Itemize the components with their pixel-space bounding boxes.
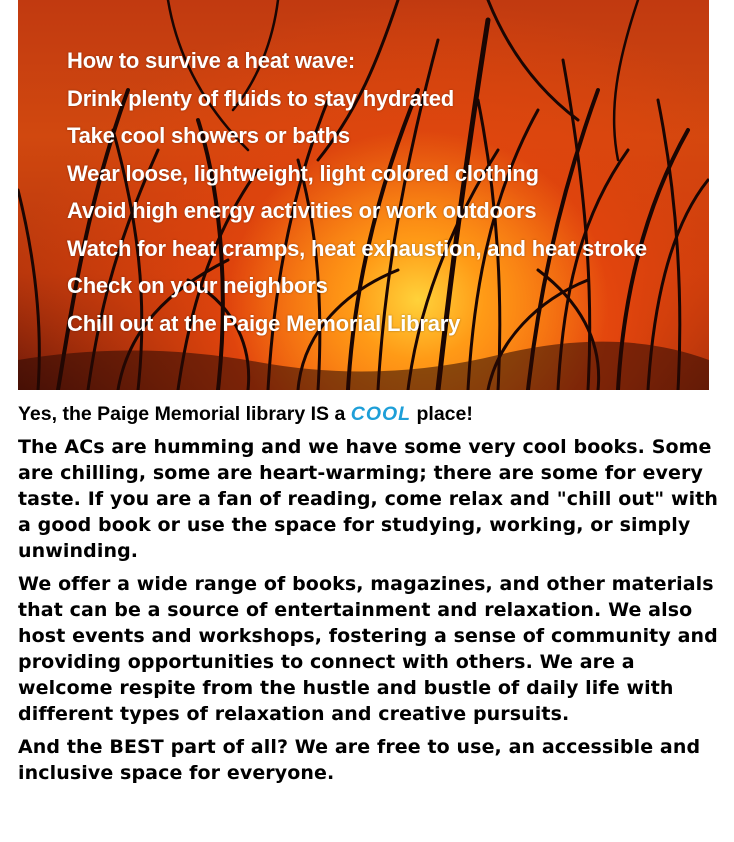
cool-word: COOL bbox=[350, 403, 412, 425]
article-body bbox=[18, 400, 718, 793]
heat-wave-tips-list bbox=[67, 42, 647, 342]
paragraph-best-part: And the BEST part of all? We are free to use, an accessible and inclusive space for everyone. bbox=[18, 736, 701, 784]
tip-item: Take cool showers or baths bbox=[67, 123, 350, 148]
headline-text-after: place! bbox=[411, 403, 473, 425]
headline-text-before: Yes, the Paige Memorial library IS a bbox=[18, 403, 351, 425]
heat-wave-banner bbox=[18, 0, 709, 390]
tip-item: Chill out at the Paige Memorial Library bbox=[67, 310, 461, 336]
headline bbox=[18, 400, 718, 428]
tip-item: Wear loose, lightweight, light colored clothing bbox=[67, 160, 539, 186]
banner-title: How to survive a heat wave: bbox=[67, 48, 356, 73]
tip-item: Avoid high energy activities or work outdoors bbox=[67, 198, 537, 223]
tip-item: Drink plenty of fluids to stay hydrated bbox=[67, 85, 455, 111]
tip-item: Check on your neighbors bbox=[67, 273, 328, 298]
paragraph-offerings: We offer a wide range of books, magazines, and other materials that can be a source of entertainment and relaxation. We also host events and workshops, fostering a sense of community and providing opportunities to connect with others. We are a welcome respite from the hustle and bustle of daily life with different types of relaxation and creative pursuits. bbox=[18, 573, 718, 725]
paragraph-ac-books: The ACs are humming and we have some very cool books. Some are chilling, some are heart-warming; there are some for every taste. If you are a fan of reading, come relax and "chill out" with a good book or use the space for studying, working, or simply unwinding. bbox=[18, 436, 719, 562]
tip-item: Watch for heat cramps, heat exhaustion, and heat stroke bbox=[67, 235, 647, 261]
